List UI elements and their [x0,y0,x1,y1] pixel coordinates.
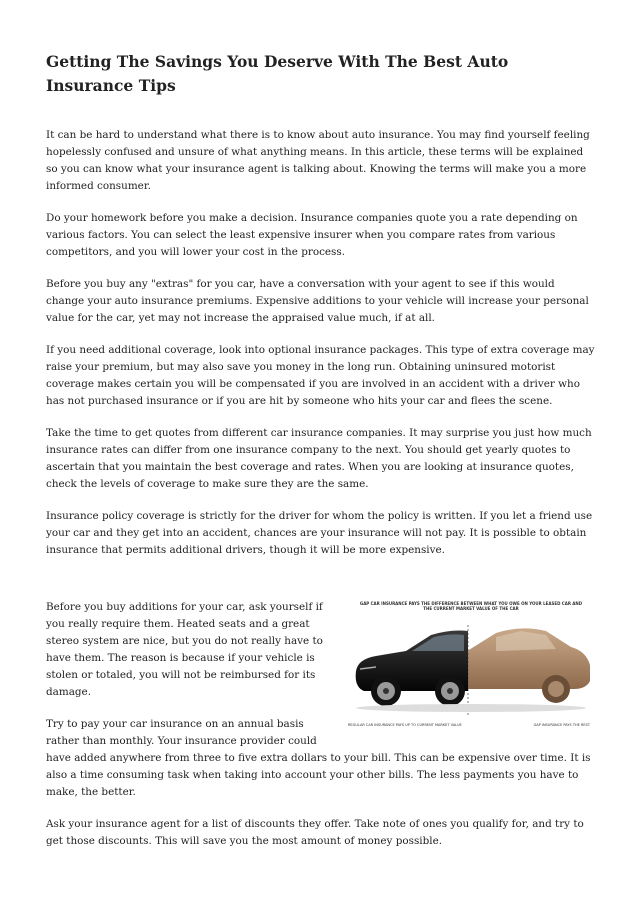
paragraph: Before you buy additions for your car, ask yourself if you really require them. Heated seats and a great stereo system are nice, but you do not really have to have them. The reason is because if your vehicle is stolen or totaled, you will not be reimbursed for its damage. [46,601,323,698]
figure-label-right: GAP INSURANCE PAYS THE REST [533,723,590,727]
article [46,50,596,850]
paragraph: Ask your insurance agent for a list of discounts they offer. Take note of ones you qualify for, and try to get those discounts. This will save you the most amount of money possible. [46,818,584,847]
paragraph: Insurance policy coverage is strictly for the driver for whom the policy is written. If you let a friend use your car and they get into an accident, chances are your insurance will not pay. It is possible to obtain insurance that permits additional drivers, though it will be more expensive. [46,510,593,556]
paragraph: Do your homework before you make a decision. Insurance companies quote you a rate depending on various factors. You can select the least expensive insurer when you compare rates from various competitors, and you will lower your cost in the process. [46,212,578,258]
figure-label-left: REGULAR CAR INSURANCE PAYS UP TO CURRENT MARKET VALUE [348,723,462,727]
image-section [46,599,596,850]
article-title: Getting The Savings You Deserve With The Best Auto Insurance Tips [46,52,509,95]
paragraph: Before you buy any "extras" for you car, have a conversation with your agent to see if this would change your auto insurance premiums. Expensive additions to your vehicle will increase your personal value for the car, yet may not increase the appraised value much, if at all. [46,278,589,324]
paragraph: Take the time to get quotes from different car insurance companies. It may surprise you just how much insurance rates can differ from one insurance company to the next. You should get yearly quotes to ascertain that you maintain the best coverage and rates. When you are looking at insurance quotes, check the levels of coverage to make sure they are the same. [46,427,592,490]
car-illustration [346,611,596,719]
paragraph: Try to pay your car insurance on an annual basis rather than monthly. Your insurance provider could have added anywhere from three to five extra dollars to your bill. This can be expensive over time. It is also a time consuming task when taking into account your other bills. The less payments you have to make, the better. [46,718,591,798]
gap-insurance-car-image [346,599,596,729]
paragraph: If you need additional coverage, look into optional insurance packages. This type of extra coverage may raise your premium, but may also save you money in the long run. Obtaining uninsured motorist coverage makes certain you will be compensated if you are involved in an accident with a driver who has not purchased insurance or if you are hit by someone who hits your car and flees the scene. [46,344,595,407]
paragraph: It can be hard to understand what there is to know about auto insurance. You may find yourself feeling hopelessly confused and unsure of what anything means. In this article, these terms will be explained so you can know what your insurance agent is talking about. Knowing the terms will make you a more informed consumer. [46,129,590,192]
figure-caption-top: GAP CAR INSURANCE PAYS THE DIFFERENCE BETWEEN WHAT YOU OWE ON YOUR LEASED CAR AND THE CURRENT MARKET VALUE OF THE CAR [359,601,583,611]
